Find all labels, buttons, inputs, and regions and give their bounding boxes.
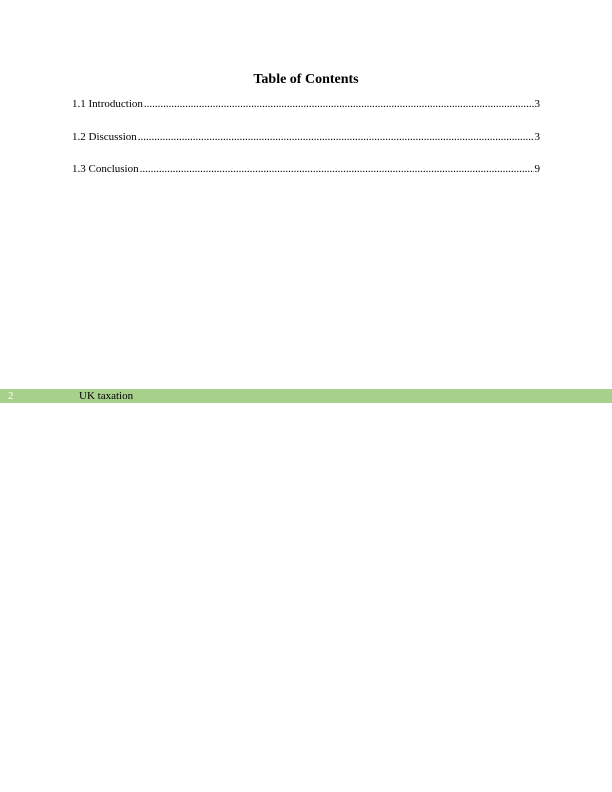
footer-page-number: 2 — [8, 390, 14, 402]
toc-dot-leader — [138, 130, 534, 144]
toc-entry-discussion[interactable] — [72, 130, 540, 144]
toc-dot-leader — [144, 97, 534, 111]
footer-document-title: UK taxation — [79, 390, 134, 402]
toc-dot-leader — [140, 162, 534, 176]
toc-entry-page: 9 — [534, 163, 540, 175]
footer-band — [0, 389, 612, 403]
toc-title: Table of Contents — [253, 72, 359, 87]
toc-entry-introduction[interactable] — [72, 97, 540, 111]
toc-entry-page: 3 — [534, 130, 540, 143]
toc-entry-label: 1.1 Introduction — [72, 98, 143, 110]
toc-list — [72, 97, 540, 176]
toc-entry-label: 1.2 Discussion — [72, 130, 137, 143]
toc-entry-label: 1.3 Conclusion — [72, 163, 139, 175]
toc-entry-page: 3 — [534, 98, 540, 110]
toc-entry-conclusion[interactable] — [72, 162, 540, 176]
